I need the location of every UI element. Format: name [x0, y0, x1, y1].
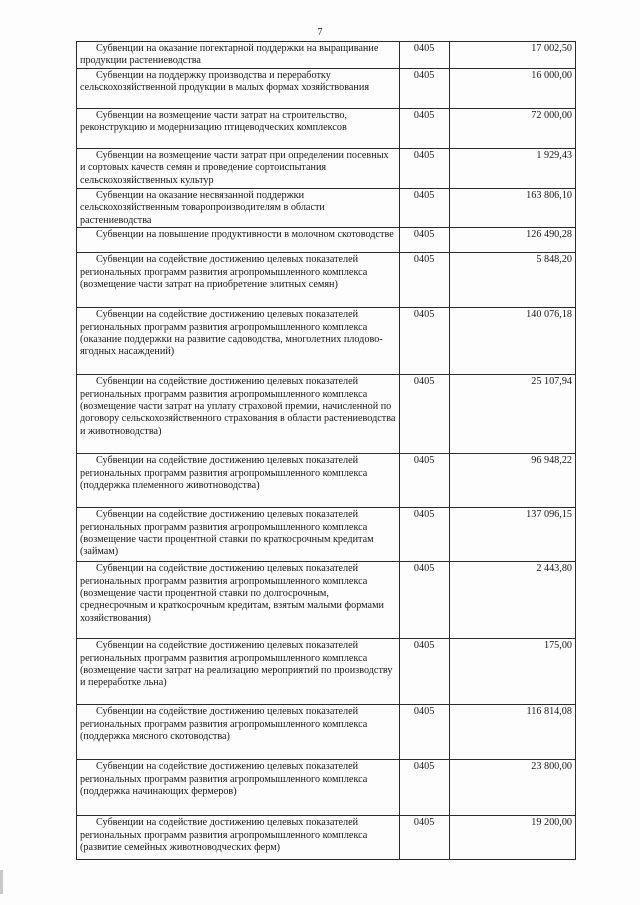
- row-name: Субвенции на содействие достижению целевых показателей региональных программ развития агропромышленного комплекса (поддержка начинающих фермеров): [80, 761, 368, 798]
- row-name: Субвенции на содействие достижению целевых показателей региональных программ развития агропромышленного комплекса (развитие семейных животноводческих ферм): [80, 817, 368, 854]
- row-code: 0405: [399, 508, 449, 562]
- table-row: [77, 375, 576, 454]
- row-code: 0405: [399, 375, 449, 454]
- row-name: Субвенции на поддержку производства и переработку сельскохозяйственной продукции в малых формах хозяйствования: [80, 70, 370, 94]
- row-amount: 163 806,10: [449, 189, 575, 228]
- row-amount: 175,00: [449, 639, 575, 705]
- row-name-cell: [77, 109, 400, 149]
- row-name: Субвенции на повышение продуктивности в молочном скотоводстве: [96, 229, 394, 241]
- row-name: Субвенции на оказание несвязанной поддержки сельскохозяйственным товаропроизводителям в области растениеводства: [80, 190, 325, 226]
- row-amount: 23 800,00: [449, 760, 575, 816]
- row-code: 0405: [399, 816, 449, 860]
- row-code: 0405: [399, 760, 449, 816]
- row-name: Субвенции на содействие достижению целевых показателей региональных программ развития агропромышленного комплекса (возмещение части затрат на реализацию мероприятий по производству и переработке льна): [80, 640, 393, 689]
- row-code: 0405: [399, 308, 449, 375]
- row-amount: 25 107,94: [449, 375, 575, 454]
- row-name-cell: [77, 42, 400, 69]
- row-name: Субвенции на возмещение части затрат при определении посевных и сортовых качеств семян и проведение сортоиспытания сельскохозяйственных культур: [80, 150, 389, 186]
- row-name-cell: [77, 508, 400, 562]
- row-code: 0405: [399, 454, 449, 508]
- table-row: [77, 508, 576, 562]
- subventions-table: [76, 41, 576, 860]
- table-row: [77, 149, 576, 189]
- row-name-cell: [77, 375, 400, 454]
- row-amount: 2 443,80: [449, 562, 575, 639]
- table-row: [77, 42, 576, 69]
- table-row: [77, 69, 576, 109]
- row-amount: 137 096,15: [449, 508, 575, 562]
- row-amount: 116 814,08: [449, 705, 575, 760]
- table-row: [77, 705, 576, 760]
- row-amount: 16 000,00: [449, 69, 575, 109]
- row-name-cell: [77, 760, 400, 816]
- row-code: 0405: [399, 42, 449, 69]
- row-code: 0405: [399, 109, 449, 149]
- row-name: Субвенции на возмещение части затрат на строительство, реконструкцию и модернизацию птицеводческих комплексов: [80, 110, 347, 134]
- row-name: Субвенции на содействие достижению целевых показателей региональных программ развития агропромышленного комплекса (оказание поддержки на развитие садоводства, многолетних плодово-ягодных насаждений): [80, 309, 383, 358]
- row-name: Субвенции на содействие достижению целевых показателей региональных программ развития агропромышленного комплекса (поддержка мясного скотоводства): [80, 706, 368, 743]
- row-amount: 96 948,22: [449, 454, 575, 508]
- row-name-cell: [77, 149, 400, 189]
- row-code: 0405: [399, 149, 449, 189]
- table-row: [77, 253, 576, 308]
- table-row: [77, 189, 576, 228]
- row-amount: 126 490,28: [449, 228, 575, 253]
- table-row: [77, 760, 576, 816]
- row-amount: 17 002,50: [449, 42, 575, 69]
- scan-edge-mark: [0, 870, 3, 894]
- row-name-cell: [77, 228, 400, 253]
- row-amount: 1 929,43: [449, 149, 575, 189]
- row-name: Субвенции на содействие достижению целевых показателей региональных программ развития агропромышленного комплекса (возмещение части процентной ставки по краткосрочным кредитам (займам): [80, 509, 374, 558]
- row-name-cell: [77, 562, 400, 639]
- subventions-table-body: [77, 42, 576, 860]
- row-amount: 5 848,20: [449, 253, 575, 308]
- table-row: [77, 639, 576, 705]
- row-name-cell: [77, 189, 400, 228]
- table-row: [77, 562, 576, 639]
- row-name-cell: [77, 253, 400, 308]
- row-amount: 72 000,00: [449, 109, 575, 149]
- row-name: Субвенции на содействие достижению целевых показателей региональных программ развития агропромышленного комплекса (возмещение части затрат на приобретение элитных семян): [80, 254, 368, 291]
- row-name-cell: [77, 816, 400, 860]
- row-name: Субвенции на содействие достижению целевых показателей региональных программ развития агропромышленного комплекса (поддержка племенного животноводства): [80, 455, 368, 492]
- table-row: [77, 109, 576, 149]
- row-code: 0405: [399, 69, 449, 109]
- row-name: Субвенции на содействие достижению целевых показателей региональных программ развития агропромышленного комплекса (возмещение части затрат на уплату страховой премии, начисленной по договору сельскохозяйственного страхования в области растениеводства и животноводства): [80, 376, 396, 437]
- row-amount: 19 200,00: [449, 816, 575, 860]
- table-row: [77, 228, 576, 253]
- row-name-cell: [77, 69, 400, 109]
- table-row: [77, 308, 576, 375]
- row-name-cell: [77, 308, 400, 375]
- table-row: [77, 816, 576, 860]
- row-code: 0405: [399, 562, 449, 639]
- row-name-cell: [77, 454, 400, 508]
- page-number: 7: [317, 27, 323, 38]
- row-name: Субвенции на содействие достижению целевых показателей региональных программ развития агропромышленного комплекса (возмещение части процентной ставки по долгосрочным, среднесрочным и краткосрочным кредитам, взятым малыми формами хозяйствования): [80, 563, 384, 624]
- row-name: Субвенции на оказание погектарной поддержки на выращивание продукции растениеводства: [80, 43, 379, 67]
- row-amount: 140 076,18: [449, 308, 575, 375]
- row-code: 0405: [399, 189, 449, 228]
- row-code: 0405: [399, 253, 449, 308]
- row-code: 0405: [399, 639, 449, 705]
- row-name-cell: [77, 705, 400, 760]
- row-code: 0405: [399, 228, 449, 253]
- table-row: [77, 454, 576, 508]
- row-code: 0405: [399, 705, 449, 760]
- row-name-cell: [77, 639, 400, 705]
